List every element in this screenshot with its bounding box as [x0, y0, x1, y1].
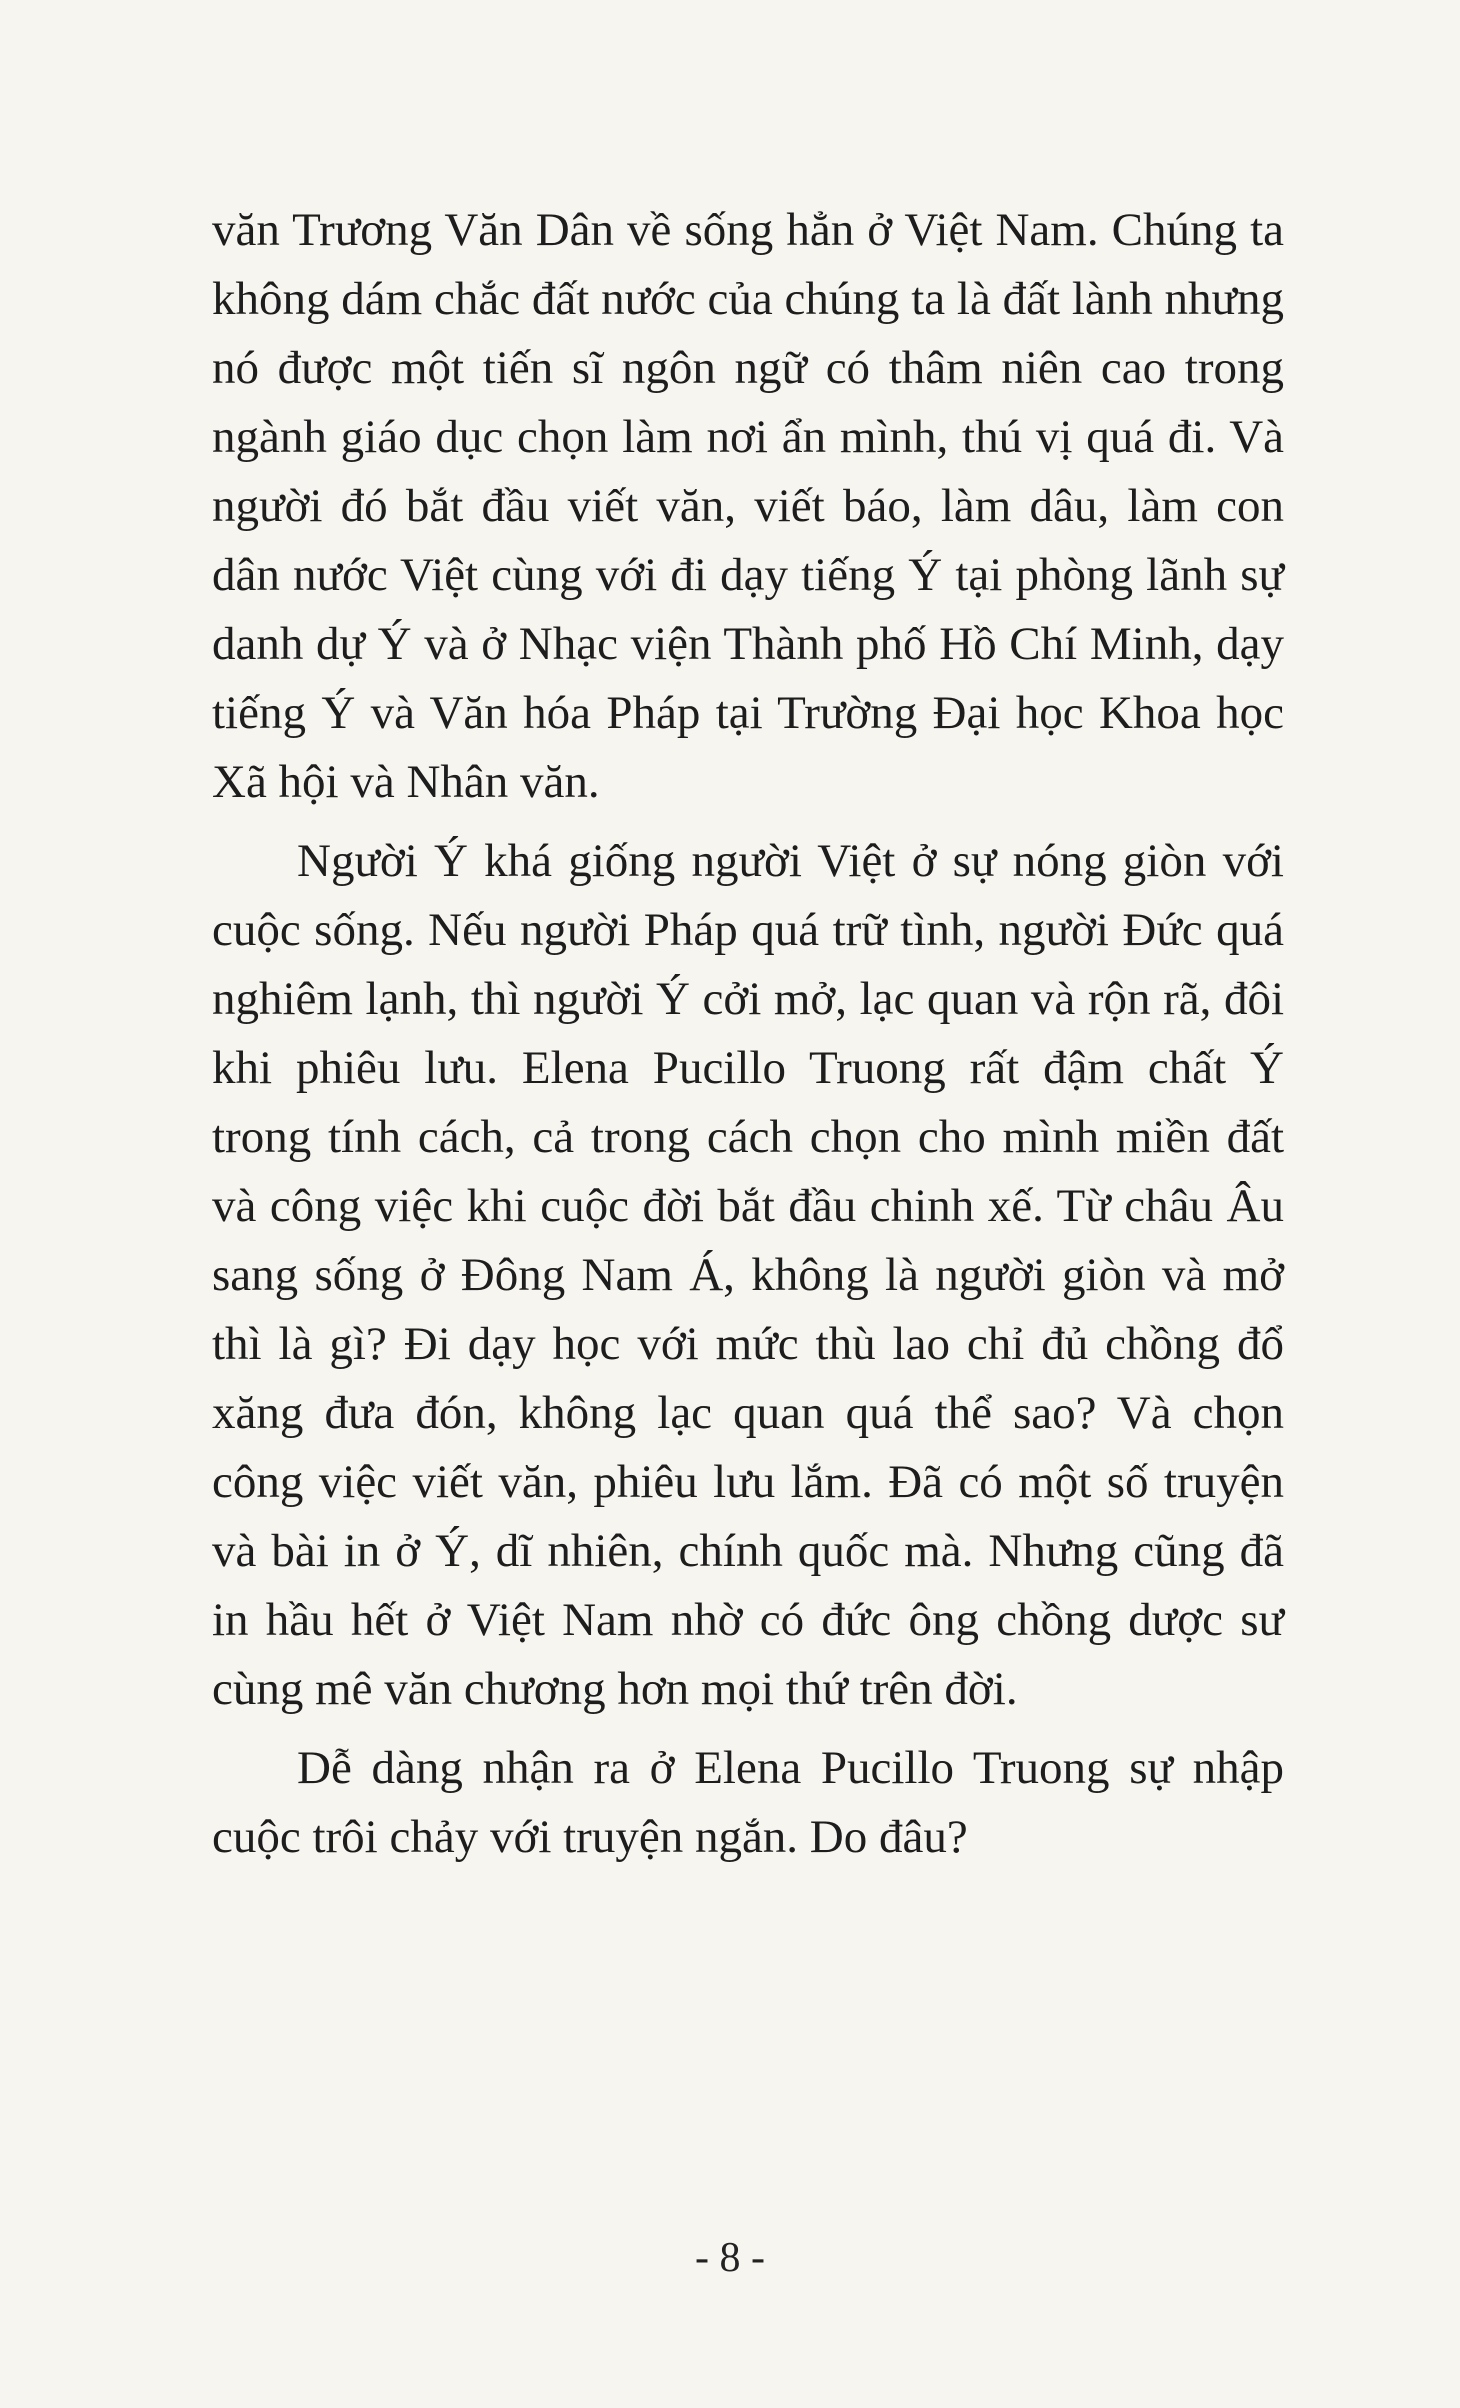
paragraph-3: Dễ dàng nhận ra ở Elena Pucillo Truong sự nhập cuộc trôi chảy với truyện ngắn. Do đâu?: [212, 1742, 1284, 1863]
body-text: [212, 196, 1284, 1872]
paragraph-2: Người Ý khá giống người Việt ở sự nóng giòn với cuộc sống. Nếu người Pháp quá trữ tình, người Đức quá nghiêm lạnh, thì người Ý cởi mở, lạc quan và rộn rã, đôi khi phiêu lưu. Elena Pucillo Truong rất đậm chất Ý trong tính cách, cả trong cách chọn cho mình miền đất và công việc khi cuộc đời bắt đầu chinh xế. Từ châu Âu sang sống ở Đông Nam Á, không là người giòn và mở thì là gì? Đi dạy học với mức thù lao chỉ đủ chồng đổ xăng đưa đón, không lạc quan quá thể sao? Và chọn công việc viết văn, phiêu lưu lắm. Đã có một số truyện và bài in ở Ý, dĩ nhiên, chính quốc mà. Nhưng cũng đã in hầu hết ở Việt Nam nhờ có đức ông chồng dược sư cùng mê văn chương hơn mọi thứ trên đời.: [212, 835, 1284, 1715]
paragraph-1: văn Trương Văn Dân về sống hẳn ở Việt Nam. Chúng ta không dám chắc đất nước của chúng ta là đất lành nhưng nó được một tiến sĩ ngôn ngữ có thâm niên cao trong ngành giáo dục chọn làm nơi ẩn mình, thú vị quá đi. Và người đó bắt đầu viết văn, viết báo, làm dâu, làm con dân nước Việt cùng với đi dạy tiếng Ý tại phòng lãnh sự danh dự Ý và ở Nhạc viện Thành phố Hồ Chí Minh, dạy tiếng Ý và Văn hóa Pháp tại Trường Đại học Khoa học Xã hội và Nhân văn.: [212, 204, 1284, 808]
paragraph-spacer: [212, 817, 1284, 827]
page-number: - 8 -: [695, 2235, 765, 2281]
paragraph-spacer: [212, 1724, 1284, 1734]
